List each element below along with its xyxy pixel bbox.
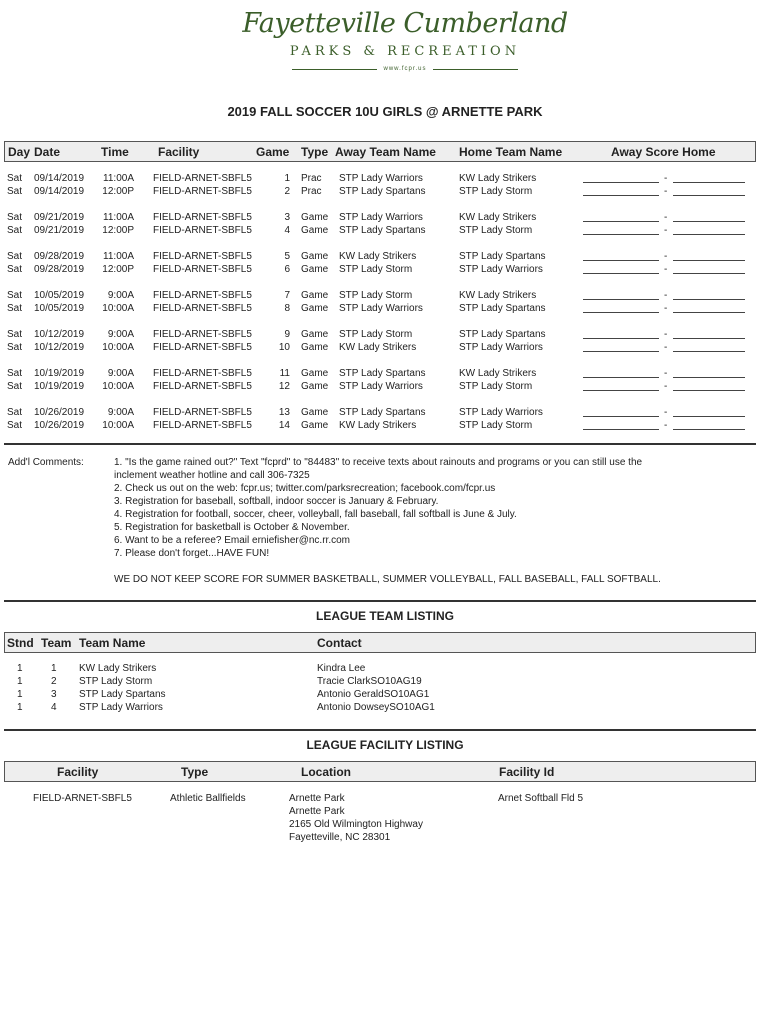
cell-time: 9:00A [107, 290, 134, 301]
cell-facility: FIELD-ARNET-SBFL5 [153, 368, 252, 379]
comment-line: 4. Registration for football, soccer, cheer, volleyball, fall baseball, fall softball is June & July. [114, 509, 517, 520]
score-entry-blank [583, 367, 745, 380]
cell-game: 9 [284, 329, 290, 340]
cell-away-team: KW Lady Strikers [339, 251, 417, 262]
cell-type: Game [301, 420, 329, 431]
cell-time: 12:00P [102, 225, 134, 236]
cell-date: 09/28/2019 [34, 251, 85, 262]
away-score-line [583, 234, 659, 235]
score-dash: - [664, 420, 668, 431]
score-entry-blank [583, 224, 745, 237]
cell-away-team: STP Lady Warriors [339, 381, 423, 392]
cell-time: 10:00A [102, 342, 134, 353]
col-away-team: Away Team Name [335, 145, 436, 159]
cell-type: Game [301, 303, 329, 314]
schedule-header [4, 141, 756, 162]
cell-stnd: 1 [17, 702, 23, 713]
home-score-line [673, 260, 745, 261]
score-entry-blank [583, 380, 745, 393]
cell-game: 7 [284, 290, 290, 301]
cell-game: 6 [284, 264, 290, 275]
cell-home-team: STP Lady Spartans [459, 329, 546, 340]
cell-location-line: Arnette Park [289, 806, 345, 817]
score-entry-blank [583, 406, 745, 419]
cell-type: Game [301, 290, 329, 301]
cell-game: 2 [284, 186, 290, 197]
score-entry-blank [583, 263, 745, 276]
score-dash: - [664, 368, 668, 379]
cell-home-team: STP Lady Storm [459, 225, 533, 236]
away-score-line [583, 195, 659, 196]
col-facility-id: Facility Id [499, 765, 555, 779]
cell-home-team: STP Lady Warriors [459, 342, 543, 353]
logo-name-right: Cumberland [403, 8, 568, 39]
cell-day: Sat [7, 173, 23, 184]
home-score-line [673, 377, 745, 378]
section-divider [4, 443, 756, 445]
away-score-line [583, 429, 659, 430]
home-score-line [673, 429, 745, 430]
cell-home-team: KW Lady Strikers [459, 290, 537, 301]
cell-away-team: STP Lady Spartans [339, 225, 426, 236]
cell-date: 10/12/2019 [34, 342, 85, 353]
col-team-name: Team Name [79, 636, 146, 650]
cell-date: 09/14/2019 [34, 173, 85, 184]
cell-away-team: STP Lady Storm [339, 264, 413, 275]
cell-day: Sat [7, 186, 23, 197]
cell-facility: FIELD-ARNET-SBFL5 [153, 264, 252, 275]
cell-time: 9:00A [107, 329, 134, 340]
cell-home-team: KW Lady Strikers [459, 173, 537, 184]
cell-away-team: STP Lady Storm [339, 329, 413, 340]
cell-game: 10 [278, 342, 290, 353]
score-entry-blank [583, 419, 745, 432]
cell-home-team: STP Lady Storm [459, 186, 533, 197]
cell-day: Sat [7, 381, 23, 392]
cell-time: 9:00A [107, 368, 134, 379]
col-stnd: Stnd [7, 636, 34, 650]
cell-facility: FIELD-ARNET-SBFL5 [153, 290, 252, 301]
cell-type: Prac [301, 173, 322, 184]
cell-game: 13 [278, 407, 290, 418]
comment-line: inclement weather hotline and call 306-7325 [114, 470, 310, 481]
comment-line: 2. Check us out on the web: fcpr.us; twitter.com/parksrecreation; facebook.com/fcpr.us [114, 483, 496, 494]
cell-day: Sat [7, 342, 23, 353]
home-score-line [673, 416, 745, 417]
cell-stnd: 1 [17, 676, 23, 687]
cell-day: Sat [7, 290, 23, 301]
col-location: Location [301, 765, 351, 779]
col-home-team: Home Team Name [459, 145, 563, 159]
col-team: Team [41, 636, 72, 650]
home-score-line [673, 390, 745, 391]
home-score-line [673, 351, 745, 352]
cell-team-name: STP Lady Warriors [79, 702, 163, 713]
cell-away-team: STP Lady Warriors [339, 303, 423, 314]
score-dash: - [664, 225, 668, 236]
cell-home-team: STP Lady Warriors [459, 264, 543, 275]
home-score-line [673, 312, 745, 313]
cell-team: 4 [51, 702, 57, 713]
score-dash: - [664, 329, 668, 340]
cell-home-team: STP Lady Spartans [459, 251, 546, 262]
logo-url: www.fcpr.us [383, 66, 427, 72]
cell-home-team: STP Lady Warriors [459, 407, 543, 418]
cell-home-team: STP Lady Storm [459, 420, 533, 431]
away-score-line [583, 273, 659, 274]
cell-away-team: STP Lady Storm [339, 290, 413, 301]
cell-day: Sat [7, 212, 23, 223]
home-score-line [673, 182, 745, 183]
cell-facility: FIELD-ARNET-SBFL5 [153, 407, 252, 418]
score-entry-blank [583, 302, 745, 315]
comment-line: 5. Registration for basketball is October & November. [114, 522, 350, 533]
col-facility-name: Facility [57, 765, 99, 779]
parks-logo [242, 8, 568, 78]
cell-away-team: KW Lady Strikers [339, 420, 417, 431]
cell-away-team: STP Lady Spartans [339, 368, 426, 379]
logo-wordmark [242, 8, 568, 40]
cell-day: Sat [7, 264, 23, 275]
cell-game: 3 [284, 212, 290, 223]
home-score-line [673, 338, 745, 339]
cell-game: 12 [278, 381, 290, 392]
col-facility-type: Type [181, 765, 209, 779]
cell-away-team: STP Lady Warriors [339, 212, 423, 223]
cell-date: 10/19/2019 [34, 381, 85, 392]
cell-away-team: KW Lady Strikers [339, 342, 417, 353]
comments-label: Add'l Comments: [8, 457, 84, 468]
col-score: Away Score Home [611, 145, 716, 159]
cell-facility: FIELD-ARNET-SBFL5 [153, 303, 252, 314]
cell-date: 09/14/2019 [34, 186, 85, 197]
score-dash: - [664, 342, 668, 353]
away-score-line [583, 260, 659, 261]
cell-home-team: STP Lady Storm [459, 381, 533, 392]
cell-type: Game [301, 381, 329, 392]
cell-day: Sat [7, 420, 23, 431]
cell-day: Sat [7, 303, 23, 314]
cell-location-line: 2165 Old Wilmington Highway [289, 819, 423, 830]
score-entry-blank [583, 328, 745, 341]
comment-line: 7. Please don't forget...HAVE FUN! [114, 548, 270, 559]
logo-url-row [270, 66, 540, 72]
col-type: Type [301, 145, 329, 159]
cell-day: Sat [7, 407, 23, 418]
cell-facility: FIELD-ARNET-SBFL5 [153, 173, 252, 184]
cell-team: 1 [51, 663, 57, 674]
cell-date: 10/05/2019 [34, 290, 85, 301]
cell-date: 10/26/2019 [34, 407, 85, 418]
score-dash: - [664, 186, 668, 197]
comment-line: WE DO NOT KEEP SCORE FOR SUMMER BASKETBALL, SUMMER VOLLEYBALL, FALL BASEBALL, FALL SOFTBALL. [114, 574, 661, 585]
cell-type: Game [301, 368, 329, 379]
cell-type: Game [301, 225, 329, 236]
score-entry-blank [583, 185, 745, 198]
cell-date: 10/05/2019 [34, 303, 85, 314]
team-listing-title: LEAGUE TEAM LISTING [316, 609, 454, 623]
score-entry-blank [583, 211, 745, 224]
cell-time: 12:00P [102, 264, 134, 275]
facility-listing-header [4, 761, 756, 782]
cell-facility: FIELD-ARNET-SBFL5 [153, 342, 252, 353]
away-score-line [583, 182, 659, 183]
cell-time: 11:00A [103, 212, 134, 223]
cell-time: 10:00A [102, 420, 134, 431]
comment-line: 6. Want to be a referee? Email erniefisher@nc.rr.com [114, 535, 350, 546]
cell-date: 09/28/2019 [34, 264, 85, 275]
cell-facility: FIELD-ARNET-SBFL5 [153, 212, 252, 223]
cell-type: Game [301, 407, 329, 418]
cell-team-name: KW Lady Strikers [79, 663, 157, 674]
col-time: Time [101, 145, 129, 159]
cell-stnd: 1 [17, 663, 23, 674]
cell-home-team: KW Lady Strikers [459, 368, 537, 379]
page-title: 2019 FALL SOCCER 10U GIRLS @ ARNETTE PARK [227, 104, 543, 119]
logo-subtitle: PARKS & RECREATION [289, 44, 521, 59]
logo-rule-left [292, 69, 377, 70]
section-divider [4, 600, 756, 602]
cell-time: 9:00A [107, 407, 134, 418]
cell-game: 5 [284, 251, 290, 262]
away-score-line [583, 351, 659, 352]
cell-time: 10:00A [102, 381, 134, 392]
cell-away-team: STP Lady Spartans [339, 407, 426, 418]
cell-type: Game [301, 329, 329, 340]
cell-facility-id: Arnet Softball Fld 5 [498, 793, 584, 804]
score-entry-blank [583, 250, 745, 263]
col-contact: Contact [317, 636, 362, 650]
cell-date: 09/21/2019 [34, 212, 85, 223]
cell-contact: Tracie ClarkSO10AG19 [317, 676, 422, 687]
away-score-line [583, 312, 659, 313]
cell-home-team: STP Lady Spartans [459, 303, 546, 314]
cell-time: 10:00A [102, 303, 134, 314]
score-entry-blank [583, 341, 745, 354]
score-dash: - [664, 303, 668, 314]
cell-game: 14 [278, 420, 290, 431]
score-dash: - [664, 407, 668, 418]
cell-facility: FIELD-ARNET-SBFL5 [153, 186, 252, 197]
cell-day: Sat [7, 329, 23, 340]
cell-facility: FIELD-ARNET-SBFL5 [153, 381, 252, 392]
score-entry-blank [583, 172, 745, 185]
away-score-line [583, 416, 659, 417]
cell-game: 1 [284, 173, 290, 184]
cell-facility-type: Athletic Ballfields [170, 793, 246, 804]
comment-line: 3. Registration for baseball, softball, indoor soccer is January & February. [114, 496, 439, 507]
cell-facility-name: FIELD-ARNET-SBFL5 [33, 793, 132, 804]
col-game: Game [256, 145, 290, 159]
cell-type: Game [301, 212, 329, 223]
cell-contact: Antonio GeraldSO10AG1 [317, 689, 430, 700]
cell-home-team: KW Lady Strikers [459, 212, 537, 223]
cell-away-team: STP Lady Spartans [339, 186, 426, 197]
cell-date: 10/26/2019 [34, 420, 85, 431]
col-date: Date [34, 145, 61, 159]
cell-team: 3 [51, 689, 57, 700]
col-facility: Facility [158, 145, 200, 159]
cell-facility: FIELD-ARNET-SBFL5 [153, 251, 252, 262]
score-entry-blank [583, 289, 745, 302]
score-dash: - [664, 251, 668, 262]
cell-game: 8 [284, 303, 290, 314]
cell-facility: FIELD-ARNET-SBFL5 [153, 329, 252, 340]
logo-rule-right [433, 69, 518, 70]
cell-stnd: 1 [17, 689, 23, 700]
cell-type: Game [301, 264, 329, 275]
cell-contact: Kindra Lee [317, 663, 366, 674]
away-score-line [583, 221, 659, 222]
away-score-line [583, 390, 659, 391]
cell-location-line: Fayetteville, NC 28301 [289, 832, 391, 843]
cell-day: Sat [7, 251, 23, 262]
cell-team-name: STP Lady Storm [79, 676, 153, 687]
away-score-line [583, 338, 659, 339]
score-dash: - [664, 212, 668, 223]
score-dash: - [664, 290, 668, 301]
col-day: Day [8, 145, 31, 159]
away-score-line [583, 299, 659, 300]
cell-game: 4 [284, 225, 290, 236]
cell-type: Prac [301, 186, 322, 197]
score-dash: - [664, 381, 668, 392]
comment-line: 1. "Is the game rained out?" Text "fcprd" to "84483" to receive texts about rainouts and programs or you can still use the [114, 457, 643, 468]
cell-team-name: STP Lady Spartans [79, 689, 166, 700]
cell-day: Sat [7, 225, 23, 236]
team-listing-header [4, 632, 756, 653]
cell-location-line: Arnette Park [289, 793, 345, 804]
home-score-line [673, 273, 745, 274]
cell-date: 10/19/2019 [34, 368, 85, 379]
section-divider [4, 729, 756, 731]
cell-date: 10/12/2019 [34, 329, 85, 340]
cell-game: 11 [279, 368, 290, 379]
cell-type: Game [301, 342, 329, 353]
cell-facility: FIELD-ARNET-SBFL5 [153, 225, 252, 236]
home-score-line [673, 234, 745, 235]
score-dash: - [664, 264, 668, 275]
home-score-line [673, 195, 745, 196]
cell-team: 2 [51, 676, 57, 687]
facility-listing-title: LEAGUE FACILITY LISTING [306, 738, 464, 752]
cell-date: 09/21/2019 [34, 225, 85, 236]
cell-type: Game [301, 251, 329, 262]
cell-contact: Antonio DowseySO10AG1 [317, 702, 435, 713]
logo-name-left: Fayetteville [242, 8, 396, 39]
score-dash: - [664, 173, 668, 184]
away-score-line [583, 377, 659, 378]
home-score-line [673, 299, 745, 300]
cell-time: 11:00A [103, 251, 134, 262]
cell-time: 11:00A [103, 173, 134, 184]
cell-facility: FIELD-ARNET-SBFL5 [153, 420, 252, 431]
cell-day: Sat [7, 368, 23, 379]
cell-time: 12:00P [102, 186, 134, 197]
cell-away-team: STP Lady Warriors [339, 173, 423, 184]
home-score-line [673, 221, 745, 222]
